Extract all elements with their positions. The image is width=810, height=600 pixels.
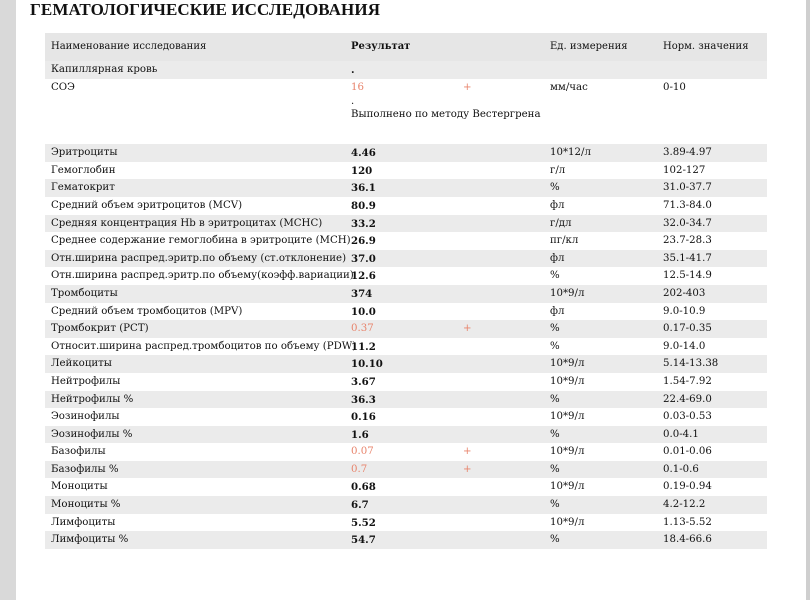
row-name: Моноциты % xyxy=(51,499,121,511)
row-name: Лимфоциты % xyxy=(51,534,129,546)
row-name: Средняя концентрация Hb в эритроцитах (MCHC) xyxy=(51,217,323,229)
esr-name: СОЭ xyxy=(51,81,75,93)
table-row xyxy=(45,144,767,162)
row-norm: 35.1-41.7 xyxy=(663,252,712,264)
row-unit: 10*9/л xyxy=(550,446,585,458)
row-unit: 10*9/л xyxy=(550,287,585,299)
row-norm: 0.03-0.53 xyxy=(663,411,712,423)
row-unit: фл xyxy=(550,199,565,211)
table-header xyxy=(45,33,767,61)
esr-result: 16 xyxy=(351,81,364,93)
section-title: ГЕМАТОЛОГИЧЕСКИЕ ИССЛЕДОВАНИЯ xyxy=(30,0,381,19)
row-result: 374 xyxy=(351,287,373,300)
table-row xyxy=(45,478,767,496)
row-result: 36.1 xyxy=(351,182,376,195)
row-name: Средний объем эритроцитов (MCV) xyxy=(51,199,243,211)
table-row xyxy=(45,355,767,373)
row-unit: 10*9/л xyxy=(550,375,585,387)
results-table xyxy=(45,33,767,549)
row-unit: 10*9/л xyxy=(550,481,585,493)
row-unit: фл xyxy=(550,252,565,264)
table-row xyxy=(45,197,767,215)
row-norm: 3.89-4.97 xyxy=(663,147,712,159)
row-norm: 1.13-5.52 xyxy=(663,516,712,528)
row-result: 10.0 xyxy=(351,305,376,318)
row-result: 0.7 xyxy=(351,463,368,475)
row-name: Относит.ширина распред.тромбоцитов по объему (PDW) xyxy=(51,340,357,352)
esr-note-dot: . xyxy=(351,96,355,108)
row-result: 6.7 xyxy=(351,499,369,512)
table-row xyxy=(45,408,767,426)
row-result: 1.6 xyxy=(351,428,369,441)
row-unit: % xyxy=(550,340,560,352)
row-name: Эритроциты xyxy=(51,147,118,159)
row-name: Эозинофилы xyxy=(51,411,120,423)
row-name: Базофилы xyxy=(51,446,106,458)
esr-note xyxy=(45,96,767,140)
row-unit: пг/кл xyxy=(550,235,579,247)
row-result: 0.68 xyxy=(351,481,376,494)
row-norm: 31.0-37.7 xyxy=(663,182,712,194)
header-norm: Норм. значения xyxy=(663,41,749,52)
row-name: Базофилы % xyxy=(51,463,119,475)
esr-norm: 0-10 xyxy=(663,81,686,93)
table-row xyxy=(45,514,767,532)
row-result: 0.07 xyxy=(351,446,374,458)
row-name: Гематокрит xyxy=(51,182,115,194)
table-row xyxy=(45,391,767,409)
table-row xyxy=(45,338,767,356)
esr-unit: мм/час xyxy=(550,81,588,93)
row-name: Отн.ширина распред.эритр.по объему (ст.отклонение) xyxy=(51,252,347,264)
table-row xyxy=(45,426,767,444)
row-unit: % xyxy=(550,428,560,440)
table-row xyxy=(45,303,767,321)
row-flag: + xyxy=(463,463,472,475)
row-unit: фл xyxy=(550,305,565,317)
table-row xyxy=(45,531,767,549)
esr-row xyxy=(45,79,767,97)
row-name: Отн.ширина распред.эритр.по объему(коэфф.вариации) xyxy=(51,270,354,282)
row-norm: 23.7-28.3 xyxy=(663,235,712,247)
row-flag: + xyxy=(463,446,472,458)
row-name: Среднее содержание гемоглобина в эритроците (MCH) xyxy=(51,235,351,247)
row-result: 11.2 xyxy=(351,340,376,353)
row-name: Тромбокрит (PCT) xyxy=(51,323,149,335)
row-flag: + xyxy=(463,323,472,335)
row-unit: 10*9/л xyxy=(550,411,585,423)
row-norm: 0.19-0.94 xyxy=(663,481,712,493)
header-unit: Ед. измерения xyxy=(550,41,628,52)
table-row xyxy=(45,179,767,197)
row-norm: 0.0-4.1 xyxy=(663,428,699,440)
row-result: 80.9 xyxy=(351,199,376,212)
row-result: 4.46 xyxy=(351,147,376,160)
row-norm: 0.01-0.06 xyxy=(663,446,712,458)
row-unit: 10*12/л xyxy=(550,147,591,159)
row-result: 0.37 xyxy=(351,323,374,335)
sample-result: . xyxy=(351,64,355,76)
row-result: 0.16 xyxy=(351,411,376,424)
row-norm: 0.1-0.6 xyxy=(663,463,699,475)
table-row xyxy=(45,496,767,514)
row-norm: 0.17-0.35 xyxy=(663,323,712,335)
table-row xyxy=(45,232,767,250)
row-norm: 102-127 xyxy=(663,164,706,176)
row-name: Нейтрофилы xyxy=(51,375,121,387)
row-name: Эозинофилы % xyxy=(51,428,133,440)
sample-name: Капиллярная кровь xyxy=(51,64,158,75)
table-row xyxy=(45,285,767,303)
row-name: Нейтрофилы % xyxy=(51,393,134,405)
row-unit: 10*9/л xyxy=(550,358,585,370)
esr-note-text: Выполнено по методу Вестергрена xyxy=(351,109,541,121)
header-result: Результат xyxy=(351,41,411,52)
row-name: Гемоглобин xyxy=(51,164,116,176)
row-norm: 1.54-7.92 xyxy=(663,375,712,387)
row-unit: % xyxy=(550,499,560,511)
row-result: 5.52 xyxy=(351,516,376,529)
row-unit: % xyxy=(550,323,560,335)
row-unit: % xyxy=(550,270,560,282)
row-name: Моноциты xyxy=(51,481,108,493)
row-norm: 4.2-12.2 xyxy=(663,499,706,511)
table-row xyxy=(45,320,767,338)
row-unit: 10*9/л xyxy=(550,516,585,528)
row-result: 3.67 xyxy=(351,375,376,388)
row-name: Лейкоциты xyxy=(51,358,112,370)
row-name: Тромбоциты xyxy=(51,287,118,299)
table-row xyxy=(45,373,767,391)
row-norm: 9.0-10.9 xyxy=(663,305,706,317)
header-name: Наименование исследования xyxy=(51,41,207,52)
row-name: Лимфоциты xyxy=(51,516,116,528)
row-norm: 18.4-66.6 xyxy=(663,534,712,546)
results-rows xyxy=(45,144,767,549)
table-row xyxy=(45,215,767,233)
row-norm: 5.14-13.38 xyxy=(663,358,719,370)
row-result: 33.2 xyxy=(351,217,376,230)
table-row xyxy=(45,162,767,180)
row-norm: 202-403 xyxy=(663,287,706,299)
page-edge xyxy=(806,0,810,600)
row-result: 54.7 xyxy=(351,534,376,547)
table-row xyxy=(45,267,767,285)
row-result: 12.6 xyxy=(351,270,376,283)
row-norm: 22.4-69.0 xyxy=(663,393,712,405)
esr-flag: + xyxy=(463,81,472,93)
row-norm: 9.0-14.0 xyxy=(663,340,706,352)
row-norm: 71.3-84.0 xyxy=(663,199,712,211)
row-unit: г/л xyxy=(550,164,566,176)
row-unit: % xyxy=(550,463,560,475)
row-result: 26.9 xyxy=(351,235,376,248)
row-unit: г/дл xyxy=(550,217,572,229)
row-name: Средний объем тромбоцитов (MPV) xyxy=(51,305,243,317)
row-unit: % xyxy=(550,393,560,405)
row-unit: % xyxy=(550,182,560,194)
row-unit: % xyxy=(550,534,560,546)
row-norm: 32.0-34.7 xyxy=(663,217,712,229)
row-result: 36.3 xyxy=(351,393,376,406)
row-result: 120 xyxy=(351,164,373,177)
table-row xyxy=(45,443,767,461)
row-result: 10.10 xyxy=(351,358,383,371)
table-row xyxy=(45,250,767,268)
sample-row xyxy=(45,61,767,79)
row-result: 37.0 xyxy=(351,252,376,265)
row-norm: 12.5-14.9 xyxy=(663,270,712,282)
table-row xyxy=(45,461,767,479)
